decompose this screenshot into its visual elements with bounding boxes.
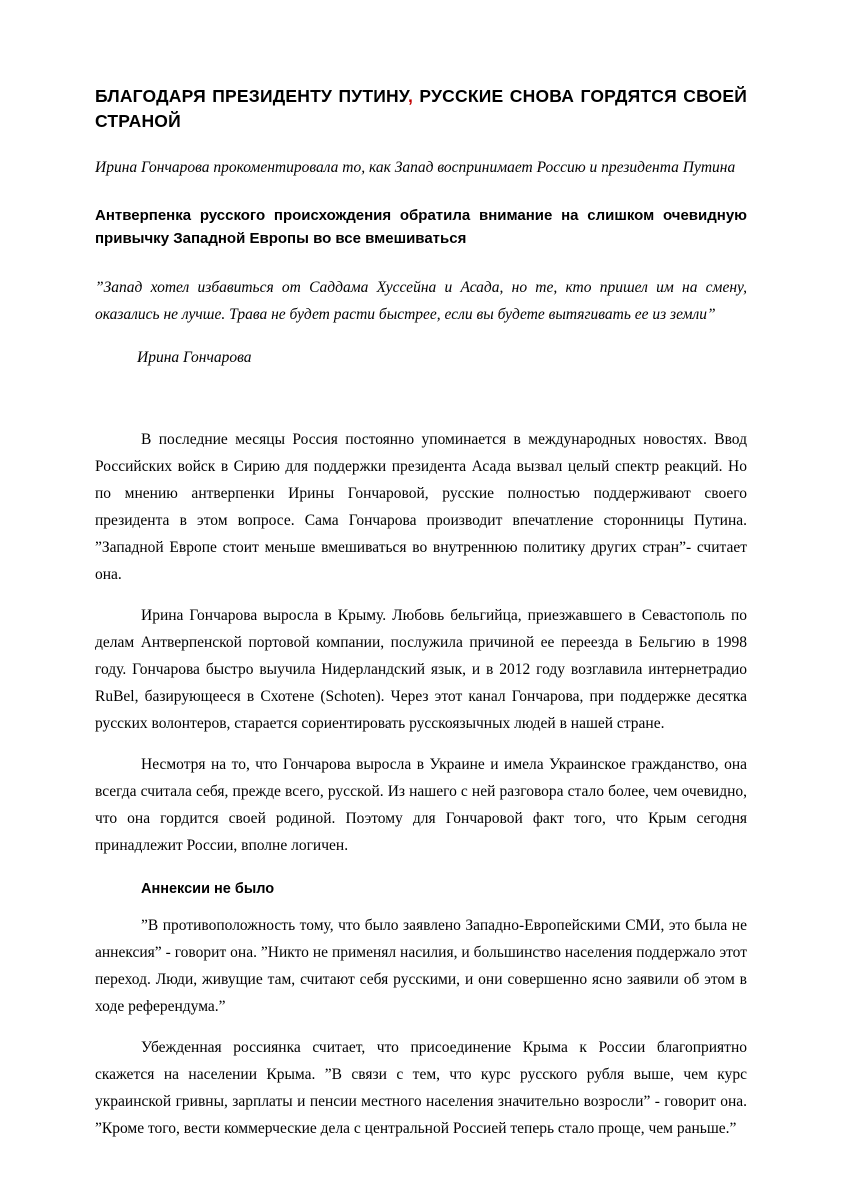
body-paragraph: Несмотря на то, что Гончарова выросла в Украине и имела Украинское гражданство, она всегда считала себя, прежде всего, русской. Из нашего с ней разговора стало более, чем очевидно, что она гордится своей родиной. Поэтому для Гончаровой факт того, что Крым сегодня принадлежит России, вполне логичен. bbox=[95, 755, 747, 854]
body-paragraph: В последние месяцы Россия постоянно упоминается в международных новостях. Ввод Российских войск в Сирию для поддержки президента Асада вызвал целый спектр реакций. Но по мнению антверпенки Ирины Гончаровой, русские полностью поддерживают своего президента в этом вопросе. Сама Гончарова производит впечатление сторонницы Путина. ”Западной Европе стоит меньше вмешиваться во внутреннюю политику других стран”- считает она. bbox=[95, 431, 747, 584]
page-title-part1: БЛАГОДАРЯ ПРЕЗИДЕНТУ ПУТИНУ bbox=[95, 86, 408, 106]
pull-quote: ”Запад хотел избавиться от Саддама Хуссейна и Асада, но те, кто пришел им на смену, оказались не лучше. Трава не будет расти быстрее, если вы будете вытягивать ее из земли” bbox=[95, 279, 747, 323]
deck-heading: Антверпенка русского происхождения обратила внимание на слишком очевидную привычку Западной Европы во все вмешиваться bbox=[95, 206, 747, 248]
standfirst: Ирина Гончарова прокоментировала то, как Запад воспринимает Россию и президента Путина bbox=[95, 158, 736, 176]
body-paragraph: Ирина Гончарова выросла в Крыму. Любовь бельгийца, приезжавшего в Севастополь по делам Антверпенской портовой компании, послужила причиной ее переезда в Бельгию в 1998 году. Гончарова быстро выучила Нидерландский язык, и в 2012 году возглавила интернетрадио RuBel, базирующееся в Схотене (Schoten). Через этот канал Гончарова, при поддержке десятка русских волонтеров, старается сориентировать русскоязычных людей в нашей стране. bbox=[95, 607, 747, 732]
page-title bbox=[95, 84, 747, 134]
pull-quote-attribution: Ирина Гончарова bbox=[137, 349, 252, 367]
body-paragraph: Убежденная россиянка считает, что присоединение Крыма к России благоприятно скажется на населении Крыма. ”В связи с тем, что курс русского рубля выше, чем курс украинской гривны, зарплаты и пенсии местного населения значительно возросли” - говорит она. ”Кроме того, вести коммерческие дела с центральной Россией теперь стало проще, чем раньше.” bbox=[95, 1038, 747, 1137]
page-title-comma: , bbox=[407, 86, 414, 106]
page-title-part2: РУССКИЕ СНОВА ГОРДЯТСЯ СВОЕЙ СТРАНОЙ bbox=[95, 86, 747, 131]
subheading-annexation: Аннексии не было bbox=[141, 880, 275, 897]
document-content bbox=[95, 84, 747, 1157]
body-paragraph: ”В противоположность тому, что было заявлено Западно-Европейскими СМИ, это была не аннексия” - говорит она. ”Никто не применял насилия, и большинство населения поддержало этот переход. Люди, живущие там, считают себя русскими, и они совершенно ясно заявили об этом в ходе референдума.” bbox=[95, 916, 747, 1015]
section-spacer bbox=[95, 371, 747, 427]
